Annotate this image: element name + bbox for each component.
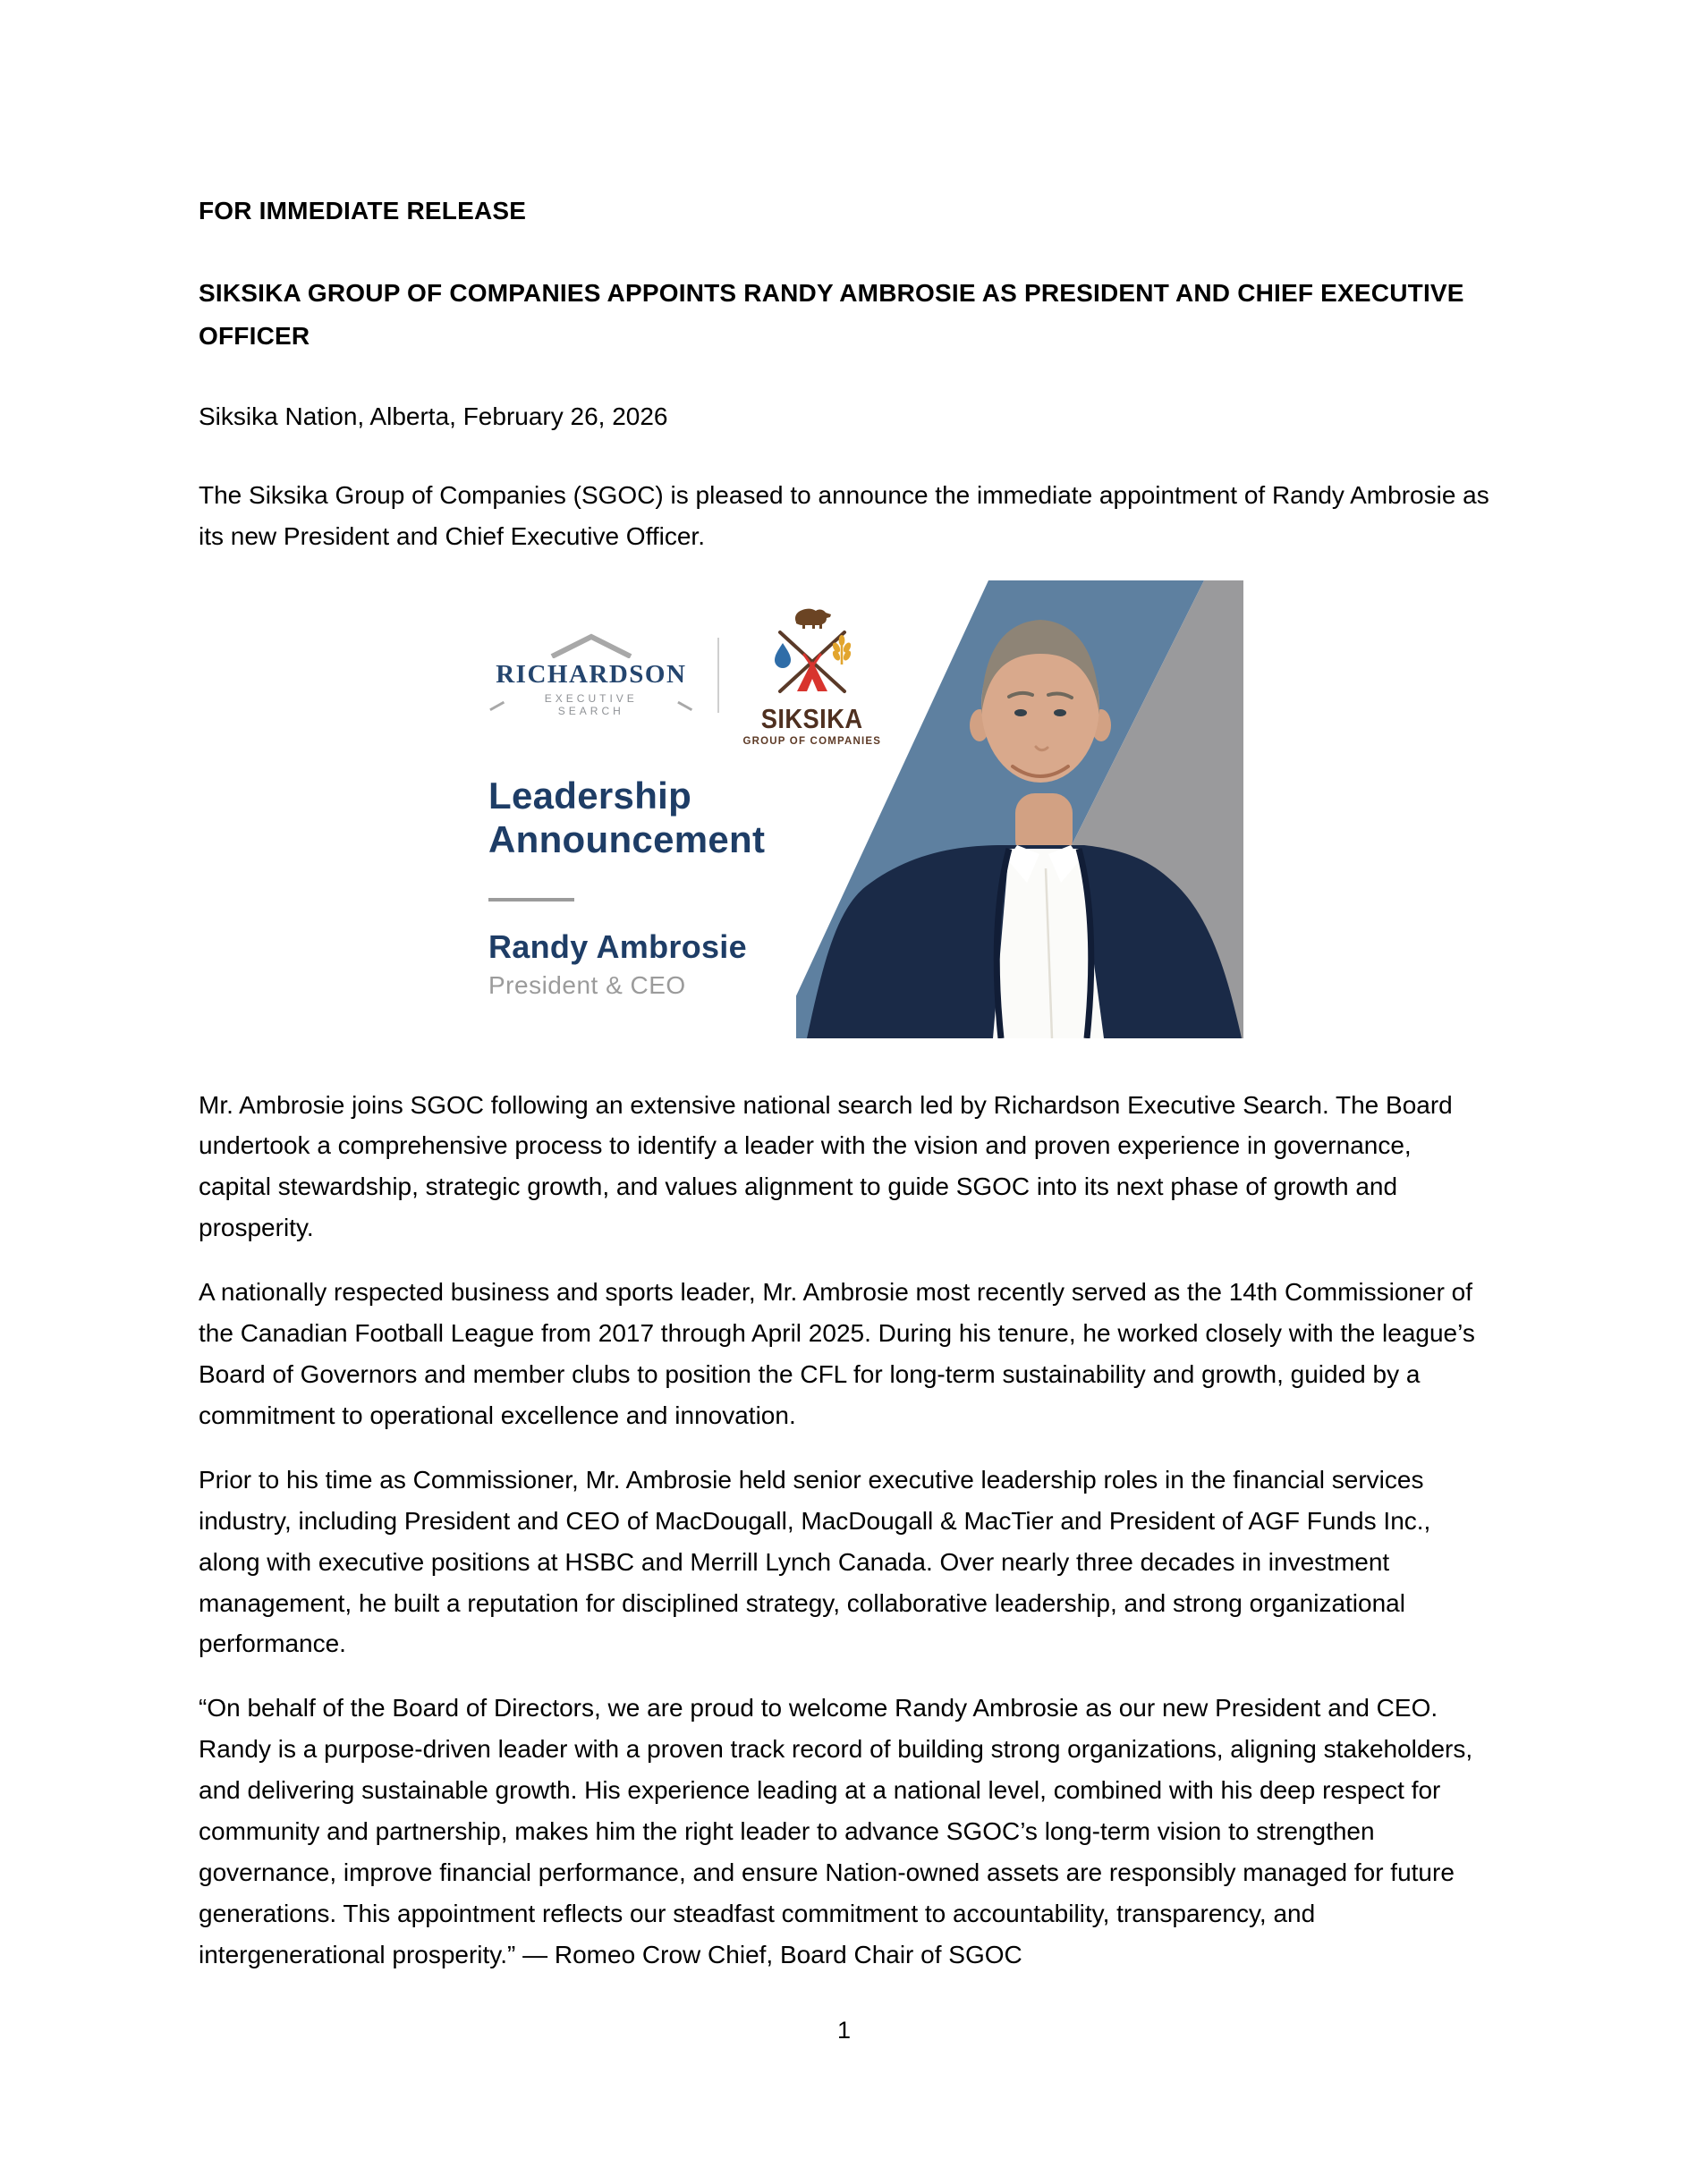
announcement-graphic <box>474 580 1243 1038</box>
richardson-logo <box>488 633 694 717</box>
body-paragraph: Prior to his time as Commissioner, Mr. Ambrosie held senior executive leadership roles in the financial services industry, including President and CEO of MacDougall, MacDougall & MacTier and President of AGF Funds Inc., along with executive positions at HSBC and Merrill Lynch Canada. Over nearly three decades in investment management, he built a reputation for disciplined strategy, collaborative leadership, and strong organizational performance. <box>199 1465 1431 1658</box>
page-number: 1 <box>836 2017 852 2044</box>
graphic-text-column <box>488 604 882 1000</box>
eye-right <box>1054 709 1066 716</box>
body-paragraph: The Siksika Group of Companies (SGOC) is pleased to announce the immediate appointment of Randy Ambrosie as its new President and Chief Executive Officer. <box>199 480 1489 550</box>
graphic-divider-line <box>488 898 574 902</box>
siksika-emblem-icon <box>759 604 866 697</box>
person-title: President & CEO <box>488 970 686 999</box>
siksika-waterdrop-icon <box>775 643 791 668</box>
logo-row <box>488 604 882 747</box>
dateline: Siksika Nation, Alberta, February 26, 2026 <box>199 402 668 430</box>
release-tag: FOR IMMEDIATE RELEASE <box>199 197 527 224</box>
person-name: Randy Ambrosie <box>488 927 747 965</box>
siksika-logo-tagline: GROUP OF COMPANIES <box>742 735 882 747</box>
richardson-chevron-icon <box>545 633 638 658</box>
siksika-logo <box>742 604 882 747</box>
graphic-heading-line2: Announcement <box>488 818 766 861</box>
body-paragraph: “On behalf of the Board of Directors, we are proud to welcome Randy Ambrosie as our new President and CEO. Randy is a purpose-driven leader with a proven track record of building strong organizations, aligning stakeholders, and delivering sustainable growth. His experience leading at a national level, combined with his deep respect for community and partnership, makes him the right leader to advance SGOC’s long-term vision to strengthen governance, improve financial performance, and ensure Nation-owned assets are responsibly managed for future generations. This appointment reflects our steadfast commitment to accountability, transparency, and intergenerational prosperity.” — Romeo Crow Chief, Board Chair of SGOC <box>199 1694 1473 1968</box>
graphic-heading-line1: Leadership <box>488 774 692 817</box>
headline: SIKSIKA GROUP OF COMPANIES APPOINTS RANDY AMBROSIE AS PRESIDENT AND CHIEF EXECUTIVE OFFICER <box>199 279 1464 350</box>
logo-divider <box>717 638 719 713</box>
eye-left <box>1014 709 1027 716</box>
body-paragraph: A nationally respected business and sports leader, Mr. Ambrosie most recently served as the 14th Commissioner of the Canadian Football League from 2017 through April 2025. During his tenure, he worked closely with the league’s Board of Governors and member clubs to position the CFL for long-term sustainability and growth, guided by a commitment to operational excellence and innovation. <box>199 1278 1475 1429</box>
richardson-logo-name: RICHARDSON <box>496 659 687 689</box>
richardson-tagline-row <box>488 692 694 717</box>
graphic-heading <box>488 774 882 862</box>
body-paragraph: Mr. Ambrosie joins SGOC following an extensive national search led by Richardson Executive Search. The Board undertook a comprehensive process to identify a leader with the vision and proven experience in governance, capital stewardship, strategic growth, and values alignment to guide SGOC into its next phase of growth and prosperity. <box>199 1090 1453 1242</box>
siksika-bison-icon <box>795 608 831 628</box>
richardson-right-slash-icon <box>676 697 693 713</box>
richardson-left-slash-icon <box>488 697 505 713</box>
siksika-logo-name: SIKSIKA <box>760 702 863 734</box>
document-body <box>199 195 1489 1999</box>
richardson-logo-tagline: EXECUTIVE SEARCH <box>544 691 638 717</box>
